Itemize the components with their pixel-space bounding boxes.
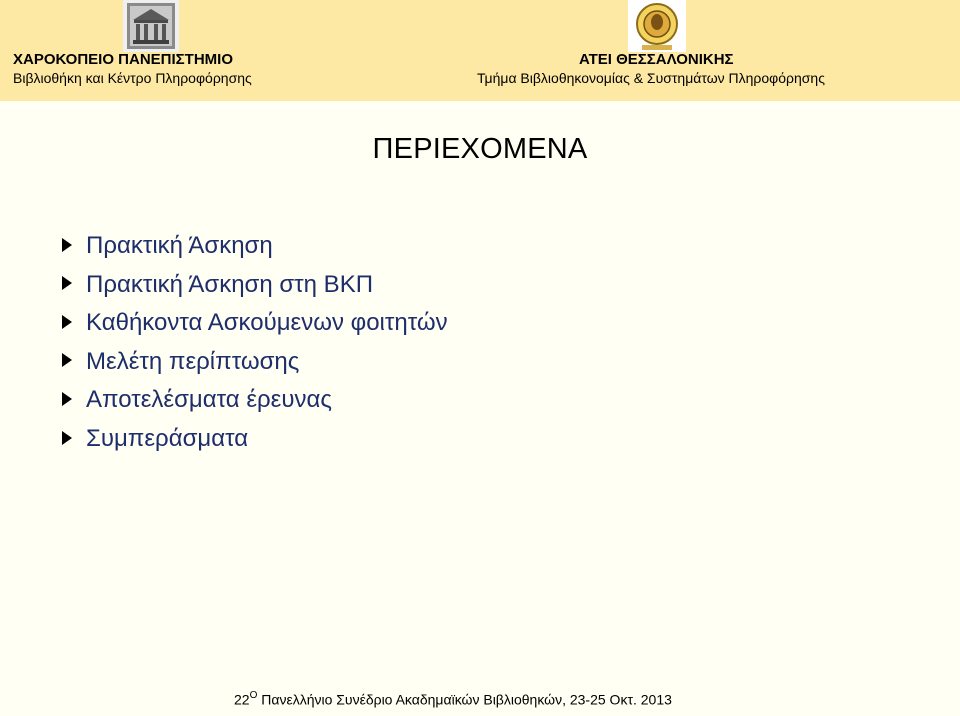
bullet-triangle-icon — [62, 238, 72, 252]
list-item-label: Πρακτική Άσκηση στη ΒΚΠ — [86, 270, 374, 298]
list-item-label: Πρακτική Άσκηση — [86, 232, 273, 259]
footer-text: Πανελλήνιο Συνέδριο Ακαδημαϊκών Βιβλιοθηκών, 23-25 Οκτ. 2013 — [261, 691, 672, 708]
list-item-label: Συμπεράσματα — [86, 424, 249, 452]
bullet-triangle-icon — [62, 276, 72, 290]
list-item-label: Αποτελέσματα έρευνας — [86, 386, 332, 414]
right-org-name: ΑΤΕΙ ΘΕΣΣΑΛΟΝΙΚΗΣ — [579, 51, 734, 68]
list-item — [62, 424, 448, 463]
list-item — [62, 385, 448, 424]
footer-ordinal-suffix: Ο — [249, 690, 258, 701]
contents-list — [62, 231, 448, 463]
list-item — [62, 347, 448, 386]
bullet-triangle-icon — [62, 353, 72, 367]
header-band — [0, 0, 960, 101]
bullet-triangle-icon — [62, 392, 72, 406]
list-item-label: Καθήκοντα Ασκούμενων φοιτητών — [86, 309, 448, 337]
bullet-triangle-icon — [62, 431, 72, 445]
right-org-subtitle: Τμήμα Βιβλιοθηκονομίας & Συστημάτων Πληροφόρησης — [477, 70, 825, 86]
footer-ordinal-number: 22 — [234, 691, 250, 708]
slide-title: ΠΕΡΙΕΧΟΜΕΝΑ — [372, 133, 588, 165]
left-org-subtitle: Βιβλιοθήκη και Κέντρο Πληροφόρησης — [13, 70, 252, 86]
list-item — [62, 231, 448, 270]
atei-thessaloniki-logo — [628, 0, 686, 52]
left-org-name: ΧΑΡΟΚΟΠΕΙΟ ΠΑΝΕΠΙΣΤΗΜΙΟ — [13, 51, 233, 68]
list-item — [62, 308, 448, 347]
list-item-label: Μελέτη περίπτωσης — [86, 347, 300, 375]
harokopio-university-logo — [123, 0, 179, 52]
list-item — [62, 270, 448, 309]
footer-conference-text — [234, 691, 672, 708]
bullet-triangle-icon — [62, 315, 72, 329]
